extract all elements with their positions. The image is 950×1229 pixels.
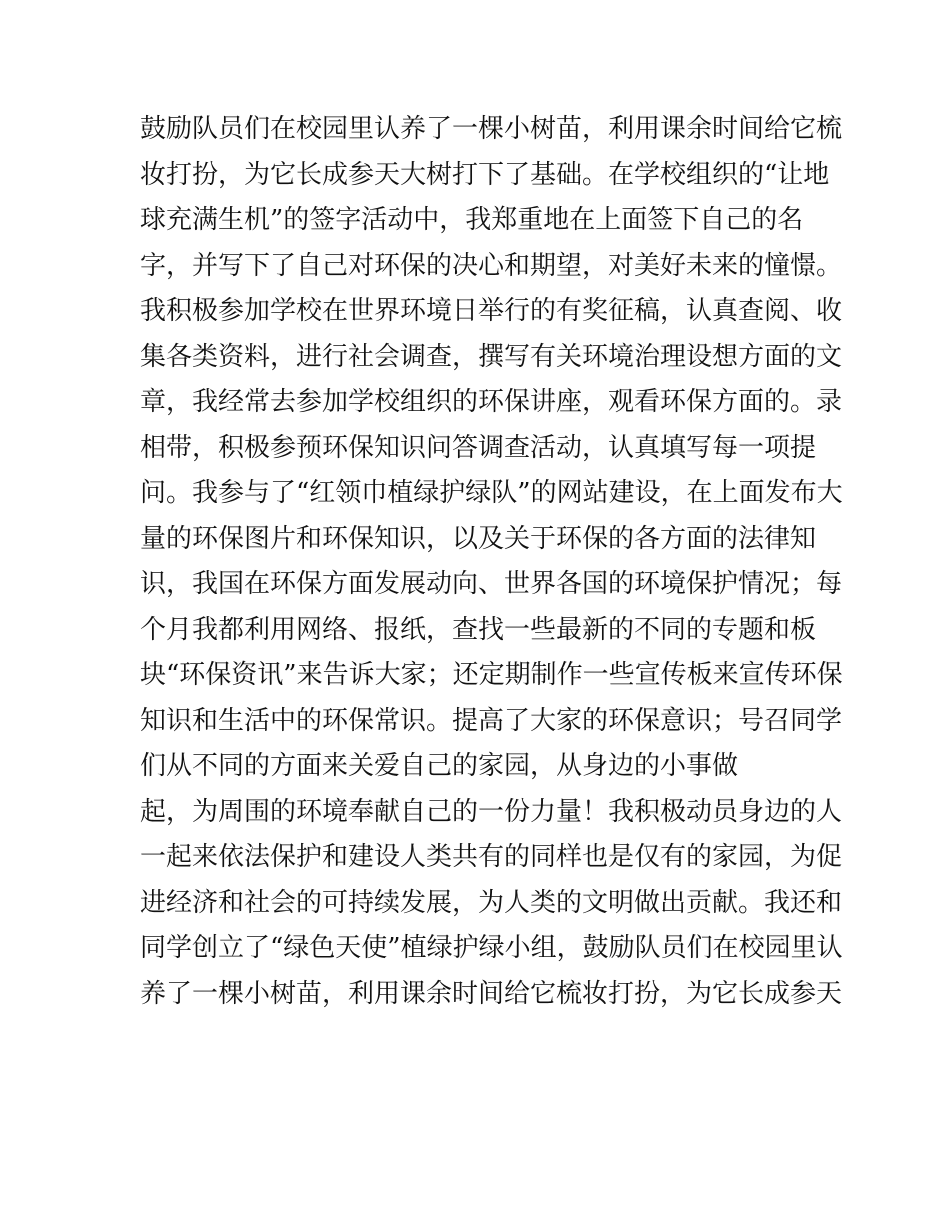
text-line: 一起来依法保护和建设人类共有的同样也是仅有的家园，为促	[140, 842, 843, 872]
text-line: 鼓励队员们在校园里认养了一棵小树苗，利用课余时间给它梳	[140, 114, 843, 144]
text-line: 字，并写下了自己对环保的决心和期望，对美好未来的憧憬。	[140, 250, 843, 281]
text-line: 我积极参加学校在世界环境日举行的有奖征稿，认真查阅、收	[140, 296, 843, 326]
text-line: 量的环保图片和环保知识，以及关于环保的各方面的法律知	[140, 523, 817, 554]
text-line: 起，为周围的环境奉献自己的一份力量！我积极动员身边的人	[140, 796, 843, 827]
text-line: 章，我经常去参加学校组织的环保讲座，观看环保方面的。录	[140, 387, 843, 417]
text-line: 问。我参与了“红领巾植绿护绿队”的网站建设，在上面发布大	[140, 478, 843, 508]
text-line: 识，我国在环保方面发展动向、世界各国的环境保护情况；每	[140, 569, 843, 599]
text-line: 妆打扮，为它长成参天大树打下了基础。在学校组织的“让地	[140, 159, 830, 190]
text-line: 集各类资料，进行社会调查，撰写有关环境治理设想方面的文	[140, 341, 843, 372]
body-text	[140, 107, 843, 1017]
text-line: 相带，积极参预环保知识问答调查活动，认真填写每一项提	[140, 432, 817, 463]
text-line: 进经济和社会的可持续发展，为人类的文明做出贡献。我还和	[140, 887, 843, 918]
text-line: 球充满生机”的签字活动中，我郑重地在上面签下自己的名	[140, 205, 804, 235]
text-line: 块“环保资讯”来告诉大家；还定期制作一些宣传板来宣传环保	[140, 660, 843, 690]
text-line: 同学创立了“绿色天使”植绿护绿小组，鼓励队员们在校园里认	[140, 933, 843, 963]
text-line: 们从不同的方面来关爱自己的家园，从身边的小事做	[140, 751, 739, 781]
text-line: 知识和生活中的环保常识。提高了大家的环保意识；号召同学	[140, 705, 843, 736]
text-line: 养了一棵小树苗，利用课余时间给它梳妆打扮，为它长成参天	[140, 978, 843, 1009]
text-line: 个月我都利用网络、报纸，查找一些最新的不同的专题和板	[140, 614, 817, 645]
